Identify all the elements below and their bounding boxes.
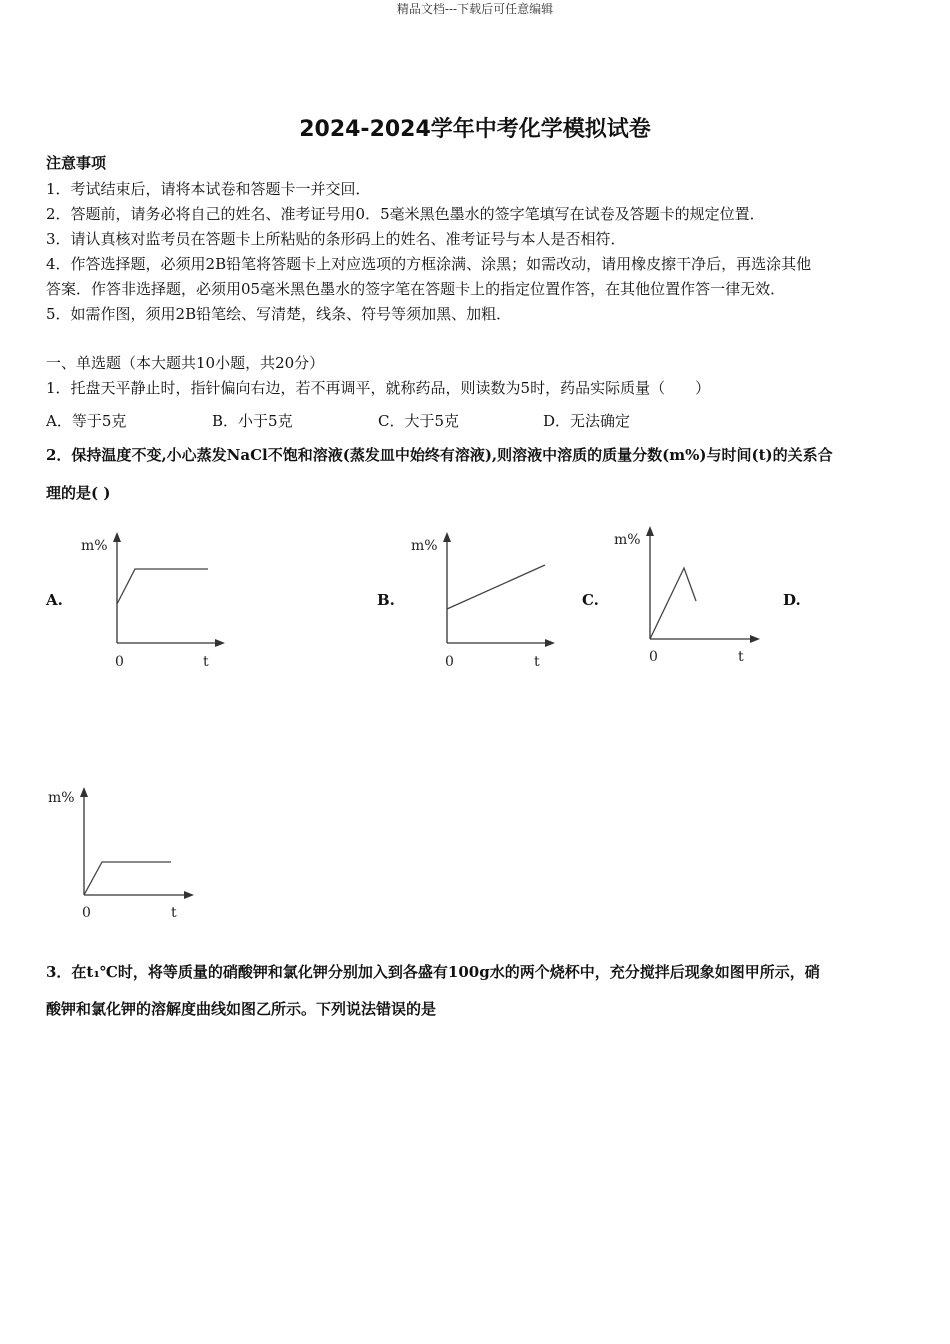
header-note: 精品文档---下载后可任意编辑	[396, 2, 554, 16]
question-1-stem: 1．托盘天平静止时，指针偏向右边，若不再调平，就称药品，则读数为5时，药品实际质量（ ）	[46, 379, 711, 397]
graph-c-curve	[650, 568, 696, 639]
notice-item: 4．作答选择题，必须用2B铅笔将答题卡上对应选项的方框涂满、涂黑；如需改动，请用橡皮擦干净后，再选涂其他	[46, 255, 812, 273]
graph-a-y-label: m%	[81, 538, 108, 554]
graph-a	[75, 528, 235, 673]
graph-d-y-label: m%	[48, 790, 75, 806]
q1-option-a: A．等于5克	[46, 412, 127, 430]
notice-item: 2．答题前，请务必将自己的姓名、准考证号用0．5毫米黑色墨水的签字笔填写在试卷及答题卡的规定位置．	[46, 205, 765, 223]
q2-option-d-label: D.	[783, 591, 801, 609]
question-2-stem-cont: 理的是( )	[46, 484, 111, 502]
q2-option-c-label: C.	[582, 591, 599, 609]
graph-c-origin: 0	[649, 649, 658, 665]
graph-a-x-label: t	[203, 654, 209, 670]
graph-b-y-label: m%	[411, 538, 438, 554]
graph-d-origin: 0	[82, 905, 91, 921]
graph-d-x-label: t	[171, 905, 177, 921]
graph-c-y-label: m%	[614, 532, 641, 548]
graph-c	[610, 522, 770, 667]
q1-option-b: B．小于5克	[212, 412, 293, 430]
graph-a-curve	[117, 569, 208, 604]
q2-option-a-label: A.	[46, 591, 63, 609]
graph-b	[405, 528, 565, 673]
q1-option-d: D．无法确定	[543, 412, 631, 430]
notice-heading: 注意事项	[46, 154, 107, 172]
question-3-stem: 3．在t₁℃时，将等质量的硝酸钾和氯化钾分别加入到各盛有100g水的两个烧杯中，充分搅拌后现象如图甲所示，硝	[46, 963, 820, 981]
notice-item: 5．如需作图，须用2B铅笔绘、写清楚，线条、符号等须加黑、加粗．	[46, 305, 512, 323]
graph-d	[44, 783, 204, 928]
q1-option-c: C．大于5克	[378, 412, 460, 430]
graph-b-origin: 0	[445, 654, 454, 670]
notice-item: 3．请认真核对监考员在答题卡上所粘贴的条形码上的姓名、准考证号与本人是否相符．	[46, 230, 626, 248]
graph-c-x-label: t	[738, 649, 744, 665]
question-2-stem: 2．保持温度不变,小心蒸发NaCl不饱和溶液(蒸发皿中始终有溶液),则溶液中溶质的质量分数(m%)与时间(t)的关系合	[46, 446, 833, 464]
question-3-stem-cont: 酸钾和氯化钾的溶解度曲线如图乙所示。下列说法错误的是	[46, 1000, 437, 1018]
graph-b-x-label: t	[534, 654, 540, 670]
q2-option-b-label: B.	[377, 591, 395, 609]
section-heading: 一、单选题（本大题共10小题，共20分）	[46, 354, 325, 372]
graph-b-curve	[447, 565, 545, 609]
notice-item: 答案．作答非选择题，必须用05毫米黑色墨水的签字笔在答题卡上的指定位置作答，在其他位置作答一律无效．	[46, 280, 786, 298]
page-title: 2024-2024学年中考化学模拟试卷	[299, 117, 651, 142]
graph-d-curve	[84, 862, 171, 895]
graph-a-origin: 0	[115, 654, 124, 670]
notice-item: 1．考试结束后，请将本试卷和答题卡一并交回．	[46, 180, 371, 198]
